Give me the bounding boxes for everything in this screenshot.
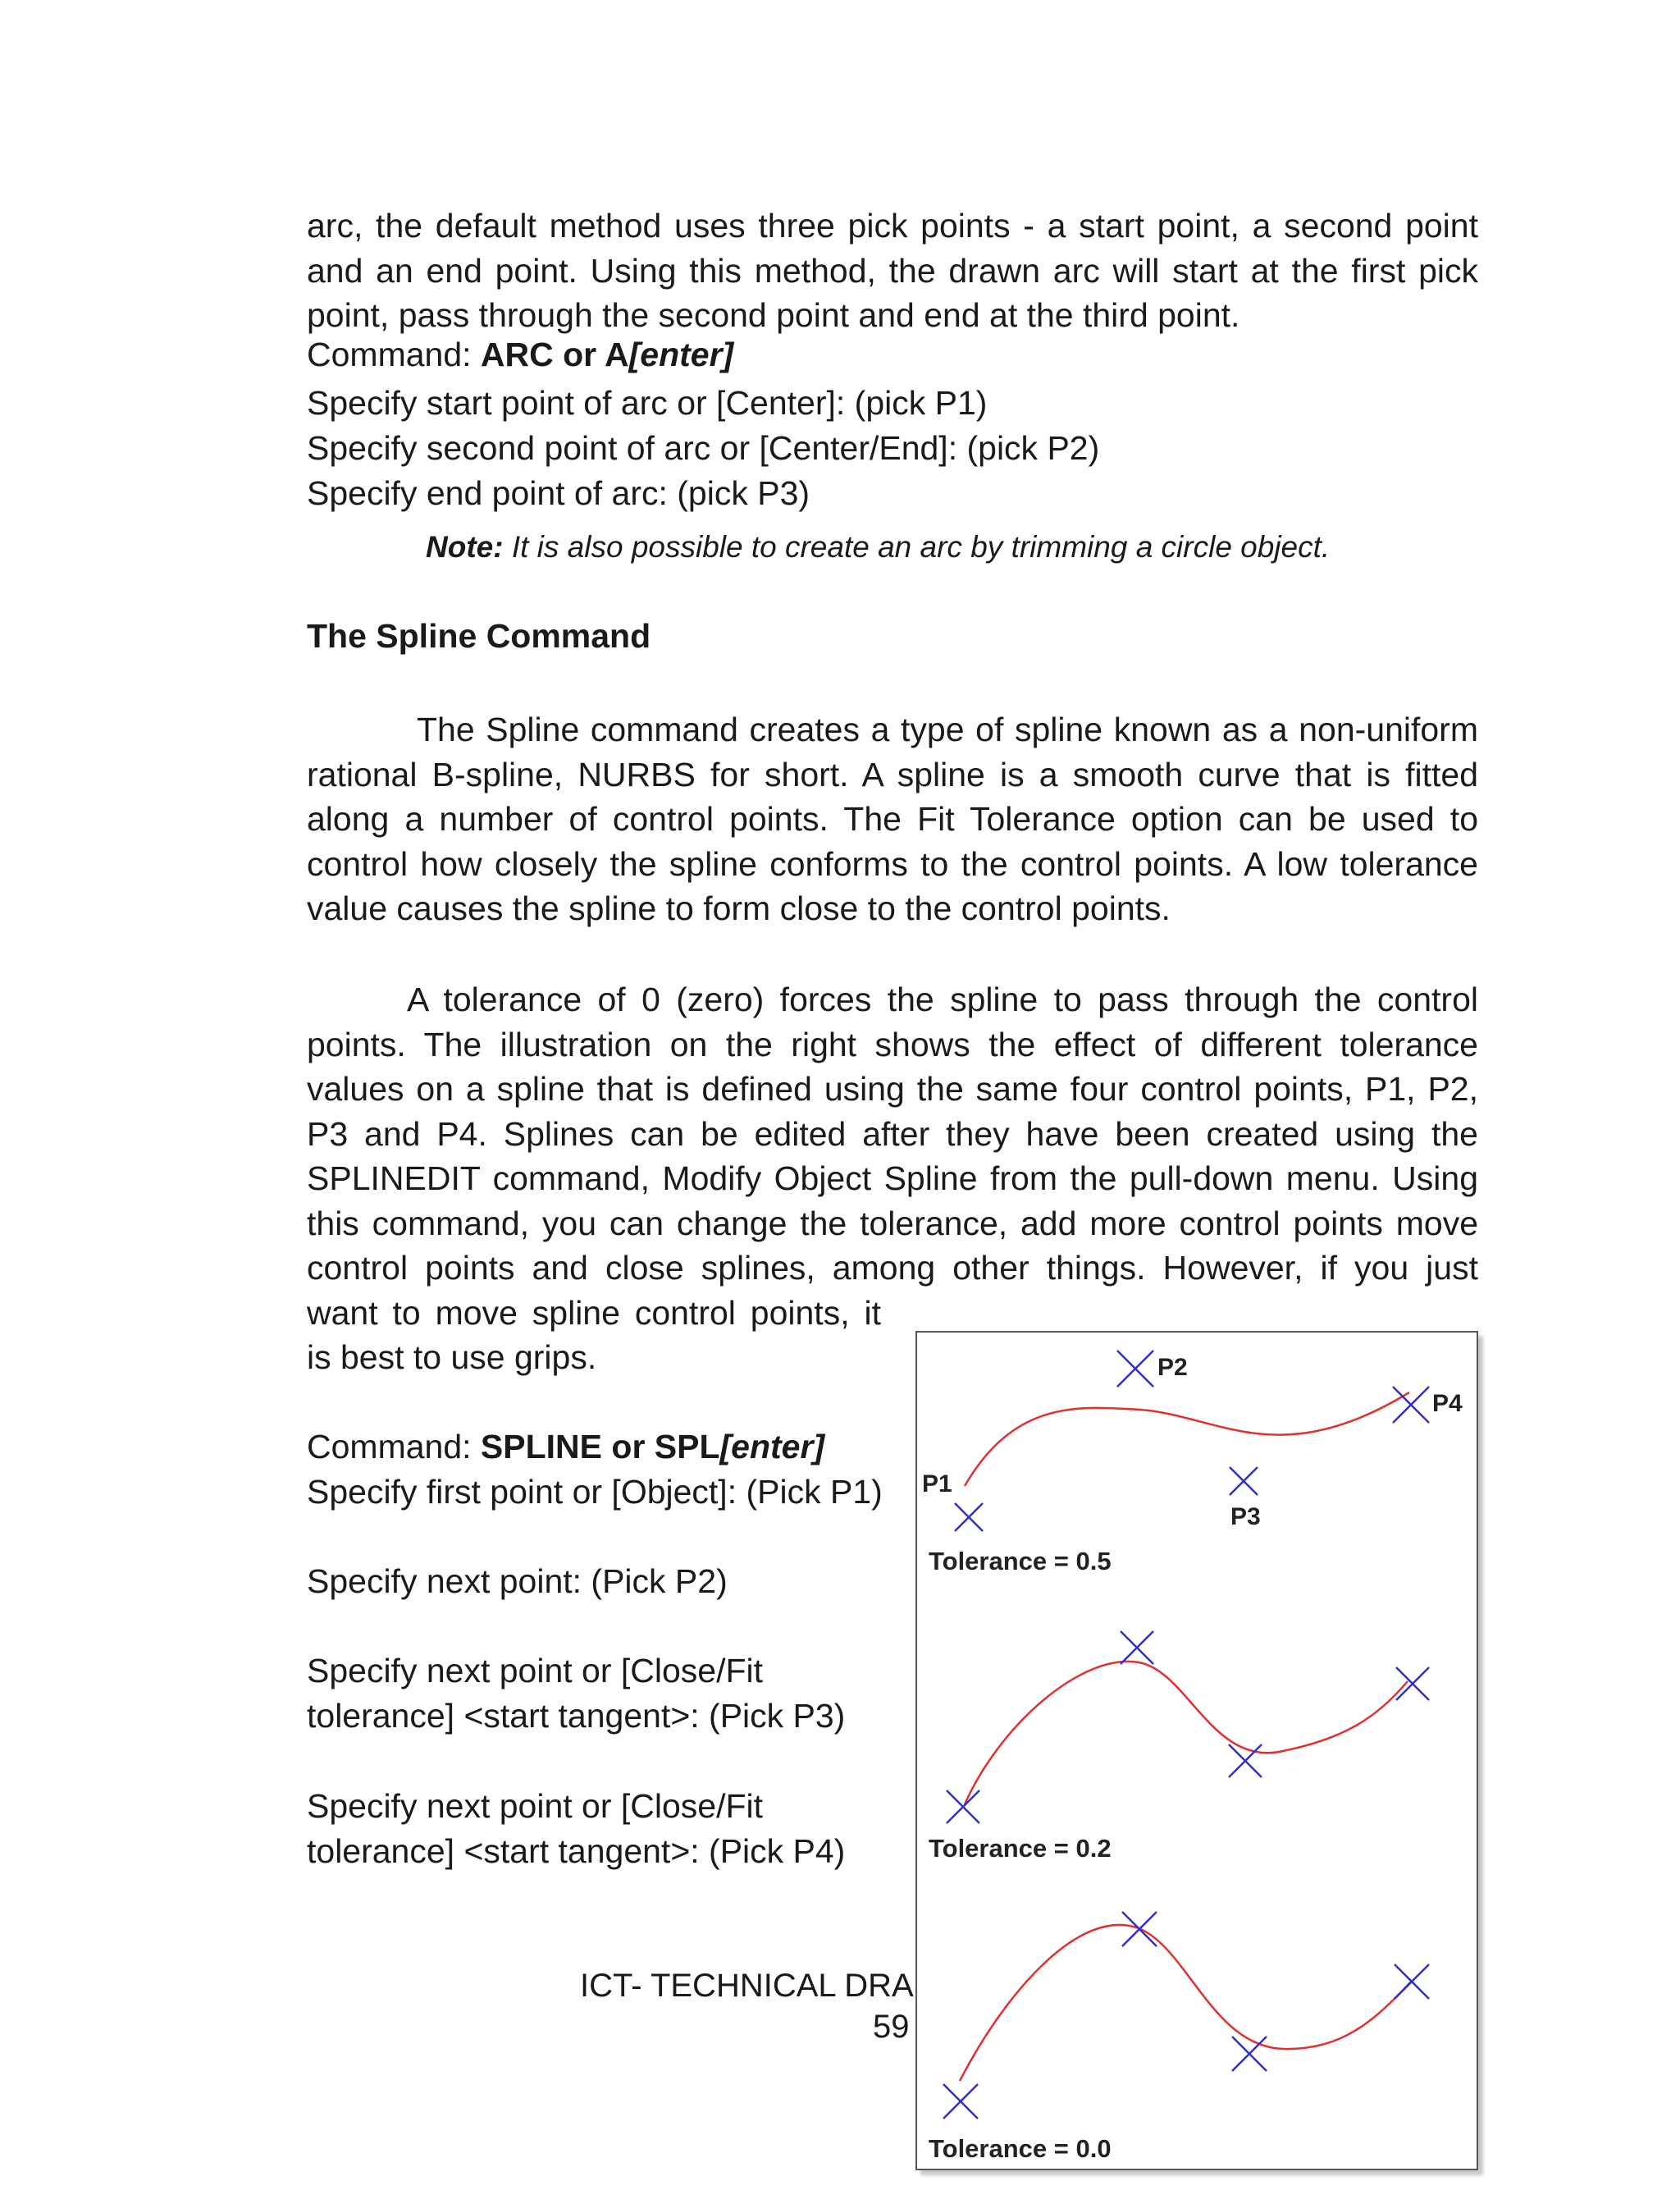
tolerance-label: Tolerance = 0.2 xyxy=(929,1834,1112,1863)
p4-label: P4 xyxy=(1432,1390,1463,1417)
para-line: values on a spline that is defined using the same four control points, P1, P2, xyxy=(307,1070,1478,1108)
spline-step: Specify next point or [Close/Fit xyxy=(307,1652,764,1689)
arc-step: Specify end point of arc: (pick P3) xyxy=(307,474,810,512)
arc-step: Specify start point of arc or [Center]: (pick P1) xyxy=(307,384,988,422)
figure-canvas xyxy=(917,1333,1477,2169)
arc-command-name: ARC or A xyxy=(480,336,629,373)
para-line: is best to use grips. xyxy=(307,1338,597,1376)
para-line: A tolerance of 0 (zero) forces the spline to pass through the control xyxy=(407,981,1478,1018)
note-label: Note: xyxy=(426,530,504,564)
p1-label: P1 xyxy=(922,1470,952,1497)
p4-marker-icon xyxy=(1395,1964,1429,1999)
spline-paragraph-1 xyxy=(307,707,1478,931)
command-prefix: Command: xyxy=(307,336,481,373)
para-line: want to move spline control points, it xyxy=(307,1293,881,1332)
spline-paragraph-2 xyxy=(307,977,1478,1380)
arc-command-line xyxy=(307,332,1478,377)
command-prefix: Command: xyxy=(307,1428,481,1465)
arc-step: Specify second point of arc or [Center/End]: (pick P2) xyxy=(307,429,1100,467)
para-line: rational B-spline, NURBS for short. A spline is a smooth curve that is fitted xyxy=(307,755,1478,793)
tolerance-label: Tolerance = 0.5 xyxy=(929,1547,1112,1575)
p1-marker-icon xyxy=(947,1790,979,1823)
note-text: It is also possible to create an arc by trimming a circle object. xyxy=(503,530,1331,564)
section-heading: The Spline Command xyxy=(307,617,651,655)
arc-command-enter: [enter] xyxy=(628,336,734,373)
spline-step: Specify first point or [Object]: (Pick P1) xyxy=(307,1473,883,1511)
spline-step: Specify next point: (Pick P2) xyxy=(307,1562,728,1600)
spline-curve-tol-0.0 xyxy=(960,1925,1412,2081)
note xyxy=(426,530,1330,565)
spline-curve-tol-0.5 xyxy=(965,1392,1409,1486)
tolerance-label: Tolerance = 0.0 xyxy=(929,2134,1112,2163)
para-line: control points and close splines, among other things. However, if you just xyxy=(307,1249,1478,1287)
para-line: SPLINEDIT command, Modify Object Spline from the pull-down menu. Using xyxy=(307,1159,1478,1197)
p4-marker-icon xyxy=(1393,1387,1429,1423)
intro-paragraph xyxy=(307,203,1478,338)
spline-step: tolerance] <start tangent>: (Pick P3) xyxy=(307,1697,846,1735)
p2-label: P2 xyxy=(1157,1354,1188,1381)
spline-command-block xyxy=(307,1424,906,1874)
p3-marker-icon xyxy=(1232,2037,1267,2071)
footer-title: ICT- TECHNICAL DRA xyxy=(580,1968,914,2004)
spline-command-enter: [enter] xyxy=(719,1428,825,1465)
p3-label: P3 xyxy=(1230,1503,1261,1530)
spline-tolerance-figure xyxy=(915,1331,1478,2170)
intro-line: arc, the default method uses three pick points - a start point, a second point xyxy=(307,207,1478,245)
para-line: The Spline command creates a type of spline known as a non-uniform xyxy=(417,711,1478,748)
para-line: this command, you can change the tolerance, add more control points move xyxy=(307,1204,1478,1242)
intro-line: and an end point. Using this method, the drawn arc will start at the first pick xyxy=(307,251,1478,290)
p2-marker-icon xyxy=(1117,1351,1153,1387)
arc-command-block xyxy=(307,332,1478,516)
p2-marker-icon xyxy=(1121,1631,1153,1664)
para-line: control how closely the spline conforms to the control points. A low tolerance xyxy=(307,844,1478,883)
para-line: value causes the spline to form close to the control points. xyxy=(307,889,1171,927)
para-line: P3 and P4. Splines can be edited after they have been created using the xyxy=(307,1114,1478,1153)
page-number: 59 xyxy=(873,2009,910,2045)
spline-curve-tol-0.2 xyxy=(965,1662,1408,1804)
para-line: points. The illustration on the right shows the effect of different tolerance xyxy=(307,1025,1478,1063)
p3-marker-icon xyxy=(1230,1467,1258,1495)
spline-step: Specify next point or [Close/Fit xyxy=(307,1787,764,1825)
spline-command-name: SPLINE or SPL xyxy=(480,1428,720,1465)
intro-line: point, pass through the second point and end at the third point. xyxy=(307,296,1240,334)
spline-step: tolerance] <start tangent>: (Pick P4) xyxy=(307,1832,846,1870)
p4-marker-icon xyxy=(1396,1667,1429,1700)
para-line: along a number of control points. The Fit Tolerance option can be used to xyxy=(307,800,1478,838)
spline-command-line xyxy=(307,1424,906,1470)
p1-marker-icon xyxy=(943,2084,978,2119)
p1-marker-icon xyxy=(955,1503,983,1531)
p2-marker-icon xyxy=(1122,1912,1157,1946)
